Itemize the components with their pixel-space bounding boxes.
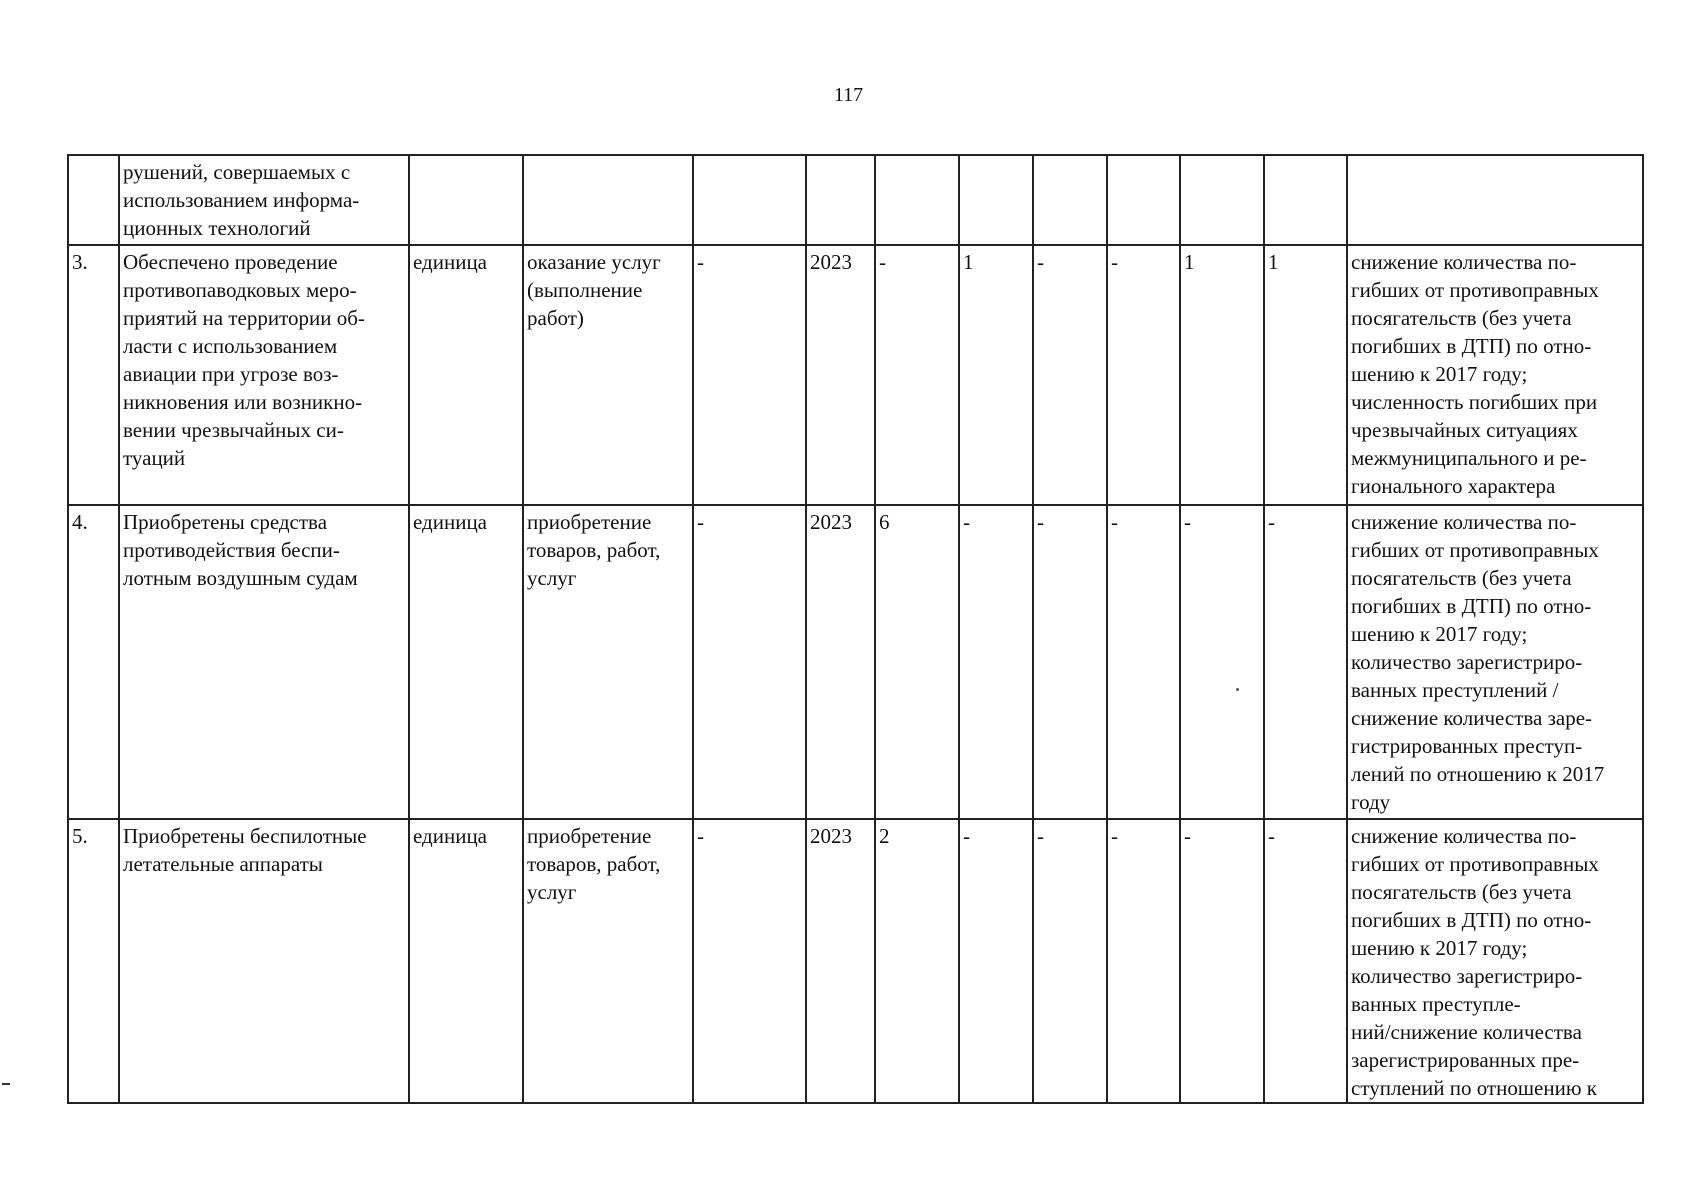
value-cell xyxy=(1264,155,1347,245)
cell-text: единица xyxy=(413,510,488,534)
year-cell xyxy=(806,245,875,505)
cell-text: - xyxy=(1037,250,1044,274)
cell-text: 4. xyxy=(72,510,88,534)
table-row xyxy=(68,819,1643,1103)
cell-text: 6 xyxy=(879,510,890,534)
value-cell xyxy=(1180,505,1264,819)
cell-text: - xyxy=(697,824,704,848)
type-cell xyxy=(523,505,693,819)
cell-text: - xyxy=(963,824,970,848)
value-cell xyxy=(693,245,806,505)
cell-text: рушений, совершаемых с использованием информа- ционных технологий xyxy=(123,160,360,240)
cell-text: - xyxy=(1184,510,1191,534)
cell-text: 2023 xyxy=(810,510,852,534)
cell-text: оказание услуг (выполнение работ) xyxy=(527,250,661,330)
table-row xyxy=(68,155,1643,245)
value-cell xyxy=(1107,155,1180,245)
unit-cell xyxy=(409,505,523,819)
value-cell xyxy=(693,819,806,1103)
cell-text: - xyxy=(1111,510,1118,534)
unit-cell xyxy=(409,245,523,505)
value-cell xyxy=(1107,819,1180,1103)
type-cell xyxy=(523,245,693,505)
value-cell xyxy=(1180,155,1264,245)
measure-name-cell xyxy=(119,819,409,1103)
value-cell xyxy=(693,505,806,819)
measures-table xyxy=(67,154,1644,1104)
cell-text: - xyxy=(1037,510,1044,534)
cell-text: единица xyxy=(413,250,488,274)
cell-text: приобретение товаров, работ, услуг xyxy=(527,824,661,904)
result-indicator-cell xyxy=(1347,245,1643,505)
scan-mark xyxy=(2,1083,10,1085)
value-cell xyxy=(875,819,959,1103)
result-indicator-cell xyxy=(1347,505,1643,819)
cell-text: 1 xyxy=(1268,250,1279,274)
cell-text: - xyxy=(1037,824,1044,848)
row-number-cell xyxy=(68,505,119,819)
cell-text: - xyxy=(1184,824,1191,848)
measure-name-cell xyxy=(119,245,409,505)
value-cell xyxy=(1107,505,1180,819)
value-cell xyxy=(1033,819,1107,1103)
cell-text: - xyxy=(963,510,970,534)
type-cell xyxy=(523,155,693,245)
cell-text: 5. xyxy=(72,824,88,848)
cell-text: - xyxy=(697,250,704,274)
cell-text: - xyxy=(1111,824,1118,848)
cell-text: 2 xyxy=(879,824,890,848)
value-cell xyxy=(959,505,1033,819)
scan-speck xyxy=(1236,688,1239,691)
cell-text: 1 xyxy=(1184,250,1195,274)
cell-text: 2023 xyxy=(810,824,852,848)
cell-text: приобретение товаров, работ, услуг xyxy=(527,510,661,590)
row-number-cell xyxy=(68,155,119,245)
value-cell xyxy=(1264,819,1347,1103)
cell-text: - xyxy=(697,510,704,534)
measure-name-cell xyxy=(119,155,409,245)
cell-text: 2023 xyxy=(810,250,852,274)
cell-text: - xyxy=(1111,250,1118,274)
cell-text: Приобретены беспилотные летательные аппараты xyxy=(123,824,367,876)
result-indicator-cell xyxy=(1347,819,1643,1103)
value-cell xyxy=(959,155,1033,245)
measure-name-cell xyxy=(119,505,409,819)
result-indicator-cell xyxy=(1347,155,1643,245)
value-cell xyxy=(959,245,1033,505)
value-cell xyxy=(1033,155,1107,245)
table-row xyxy=(68,245,1643,505)
page-number: 117 xyxy=(833,84,864,106)
cell-text: 3. xyxy=(72,250,88,274)
value-cell xyxy=(1180,819,1264,1103)
cell-text: снижение количества по- гибших от противоправных посягательств (без учета погибших в ДТП) по отно- шению к 2017 году; численность погибших при чрезвычайных ситуациях межмуниципального и ре- гионального характера xyxy=(1351,250,1599,498)
cell-text: - xyxy=(1268,824,1275,848)
cell-text: снижение количества по- гибших от противоправных посягательств (без учета погибших в ДТП) по отно- шению к 2017 году; количество зарегистриро- ванных преступлений / снижение количества заре- гистрированных преступ- лений по отношению к 2017 году xyxy=(1351,510,1605,814)
value-cell xyxy=(1033,505,1107,819)
row-number-cell xyxy=(68,819,119,1103)
cell-text: единица xyxy=(413,824,488,848)
cell-text: снижение количества по- гибших от противоправных посягательств (без учета погибших в ДТП) по отно- шению к 2017 году; количество зарегистриро- ванных преступле- ний/снижение количества зарегистрированных пре- ступлений по отношению к xyxy=(1351,824,1599,1100)
cell-text: - xyxy=(879,250,886,274)
cell-text: Приобретены средства противодействия беспи- лотным воздушным судам xyxy=(123,510,358,590)
unit-cell xyxy=(409,819,523,1103)
cell-text: 1 xyxy=(963,250,974,274)
unit-cell xyxy=(409,155,523,245)
year-cell xyxy=(806,819,875,1103)
value-cell xyxy=(1180,245,1264,505)
table-row xyxy=(68,505,1643,819)
value-cell xyxy=(1033,245,1107,505)
value-cell xyxy=(1107,245,1180,505)
row-number-cell xyxy=(68,245,119,505)
value-cell xyxy=(875,155,959,245)
value-cell xyxy=(1264,505,1347,819)
value-cell xyxy=(875,505,959,819)
year-cell xyxy=(806,155,875,245)
year-cell xyxy=(806,505,875,819)
type-cell xyxy=(523,819,693,1103)
cell-text: Обеспечено проведение противопаводковых меро- приятий на территории об- ласти с использованием авиации при угрозе воз- никновения или возникно- вении чрезвычайных си- туаций xyxy=(123,250,365,470)
value-cell xyxy=(693,155,806,245)
value-cell xyxy=(875,245,959,505)
value-cell xyxy=(959,819,1033,1103)
value-cell xyxy=(1264,245,1347,505)
cell-text: - xyxy=(1268,510,1275,534)
